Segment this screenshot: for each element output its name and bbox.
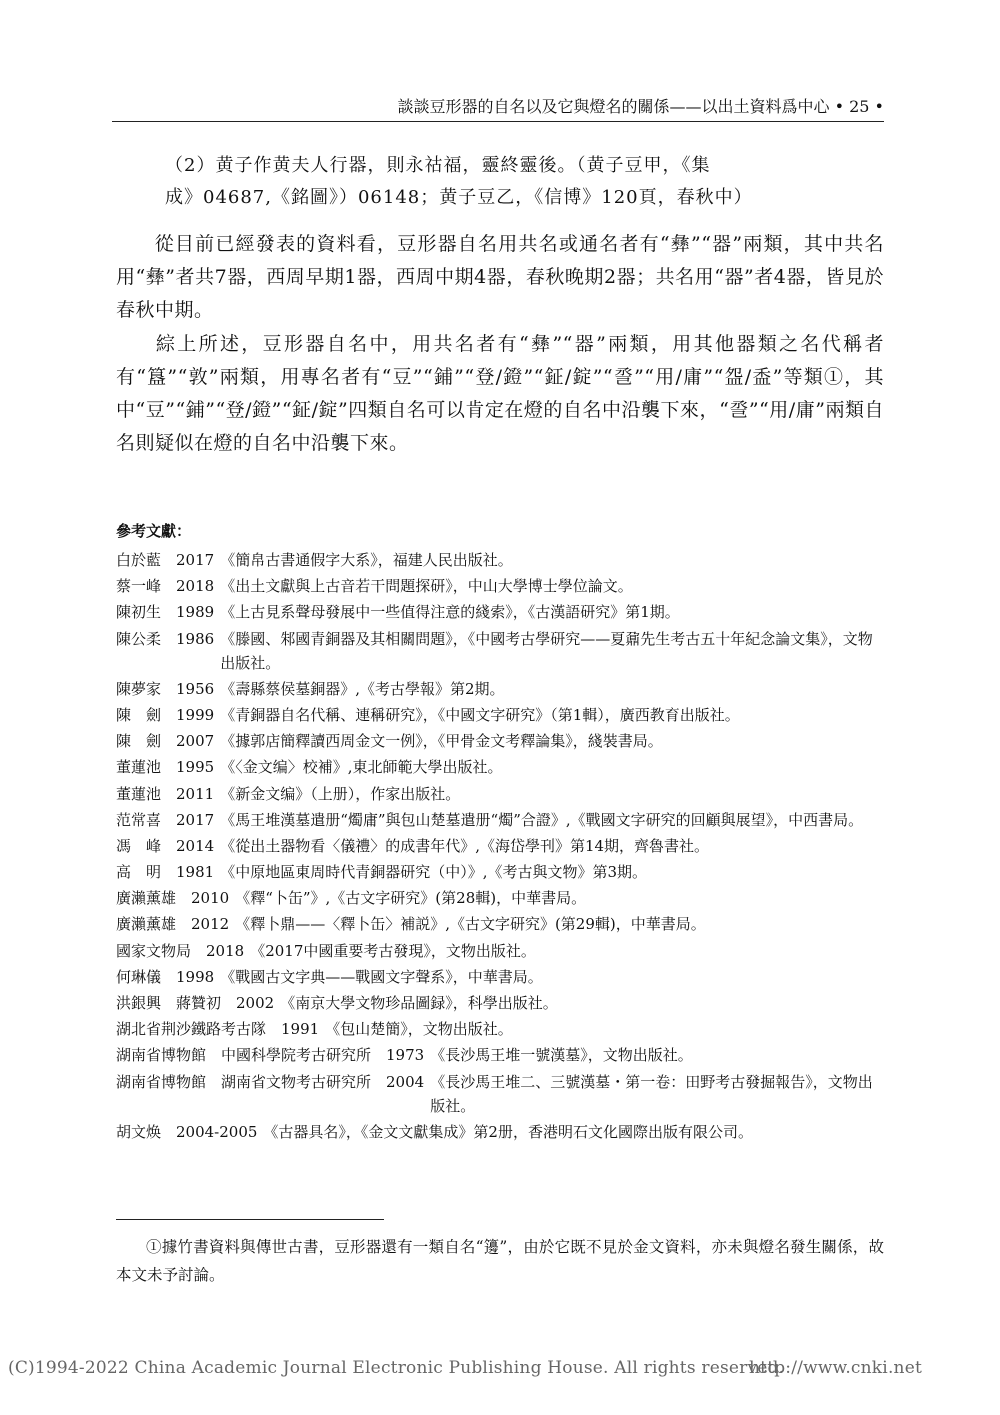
reference-item: 白於藍 2017 《簡帛古書通假字大系》，福建人民出版社。	[116, 551, 513, 569]
reference-item: 陳 劍 2007 《據郭店簡釋讀西周金文一例》，《甲骨金文考釋論集》，綫裝書局。	[116, 732, 663, 751]
reference-item: 廣瀨薰雄 2010 《釋“卜缶”》,《古文字研究》(第28輯)，中華書局。	[116, 889, 587, 908]
reference-item: 何琳儀 1998 《戰國古文字典——戰國文字聲系》，中華書局。	[116, 967, 543, 986]
reference-item: 湖南省博物館 湖南省文物考古研究所 2004 《長沙馬王堆二、三號漢墓・第一卷：田野考古發掘報告》，文物出版社。	[116, 1072, 873, 1115]
reference-item: 陳 劍 1999 《青銅器自名代稱、連稱研究》，《中國文字研究》（第1輯），廣西教育出版社。	[116, 705, 740, 724]
quote-line-1: （2）黄子作黄夫人行器，則永祜福，靈終靈後。（黄子豆甲，《集	[165, 155, 711, 176]
reference-item: 馮 峰 2014 《從出土器物看〈儀禮〉的成書年代》,《海岱學刊》第14期，齊魯書社。	[116, 836, 710, 855]
reference-item: 胡文焕 2004-2005 《古器具名》，《金文文獻集成》第2册，香港明石文化國際出版有限公司。	[116, 1122, 753, 1141]
reference-item: 高 明 1981 《中原地區東周時代青銅器研究（中）》,《考古與文物》第3期。	[116, 863, 648, 882]
header-rule	[112, 121, 884, 122]
reference-item: 洪銀興 蔣贊初 2002 《南京大學文物珍品圖録》，科學出版社。	[116, 994, 558, 1012]
paragraph-text: 從目前已經發表的資料看，豆形器自名用共名或通名者有“彝”“器”兩類，其中共名用“彝”者共7器，西周早期1器，西周中期4器，春秋晚期2器；共名用“器”者4器，皆見於春秋中期。	[116, 233, 884, 321]
reference-item: 陳夢家 1956 《壽縣蔡侯墓銅器》,《考古學報》第2期。	[116, 679, 505, 698]
reference-item: 蔡一峰 2018 《出土文獻與上古音若干問題探研》，中山大學博士學位論文。	[116, 577, 633, 596]
references-heading: 參考文獻：	[116, 522, 192, 540]
reference-item: 范常喜 2017 《馬王堆漢墓遣册“燭庸”與包山楚墓遣册“燭”合證》,《戰國文字研究的回顧與展望》，中西書局。	[116, 810, 864, 829]
references-list	[116, 548, 886, 1146]
reference-item: 廣瀨薰雄 2012 《釋卜鼎——〈釋卜缶〉補説》,《古文字研究》(第29輯)，中華書局。	[116, 915, 706, 934]
paragraph-text: 綜上所述，豆形器自名中，用共名者有“彝”“器”兩類，用其他器類之名代稱者有“簋”“敦”兩類，用專名者有“豆”“鋪”“登/鐙”“鉦/錠”“巹”“用/庸”“盌/盉”等類①，其中“豆”“鋪”“登/鐙”“鉦/錠”四類自名可以肯定在燈的自名中沿襲下來，“巹”“用/庸”兩類自名則疑似在燈的自名中沿襲下來。	[116, 333, 884, 454]
quote-line-2: 成》04687,《銘圖》）06148；黄子豆乙，《信博》120頁，春秋中）	[165, 187, 753, 208]
running-header: 談談豆形器的自名以及它與燈名的關係——以出土資料爲中心 • 25 •	[397, 97, 884, 116]
reference-item: 湖北省荆沙鐵路考古隊 1991 《包山楚簡》，文物出版社。	[116, 1020, 513, 1039]
inscription-quote	[165, 150, 865, 214]
cnki-url-link[interactable]: http://www.cnki.net	[749, 1358, 922, 1378]
footnote: ①據竹書資料與傳世古書，豆形器還有一類自名“籩”，由於它既不見於金文資料，亦未與燈名發生關係，故本文未予討論。	[116, 1238, 884, 1284]
body-paragraph	[116, 228, 884, 327]
reference-item: 陳初生 1989 《上古見系聲母發展中一些值得注意的綫索》，《古漢語研究》第1期。	[116, 603, 680, 622]
reference-item: 董蓮池 1995 《〈金文编〉校補》,東北師範大學出版社。	[116, 758, 503, 777]
copyright-text: (C)1994-2022 China Academic Journal Electronic Publishing House. All rights reserved.	[8, 1358, 785, 1378]
reference-item: 董蓮池 2011 《新金文编》（上册），作家出版社。	[116, 784, 461, 803]
reference-item: 國家文物局 2018 《2017中國重要考古發現》，文物出版社。	[116, 941, 536, 960]
copyright-line	[8, 1358, 992, 1378]
reference-item: 陳公柔 1986 《滕國、邾國青銅器及其相關問題》，《中國考古學研究——夏鼐先生考古五十年紀念論文集》，文物出版社。	[116, 629, 873, 672]
reference-item: 湖南省博物館 中國科學院考古研究所 1973 《長沙馬王堆一號漢墓》，文物出版社。	[116, 1046, 693, 1065]
body-paragraph	[116, 328, 884, 460]
footnote-rule	[116, 1219, 384, 1220]
